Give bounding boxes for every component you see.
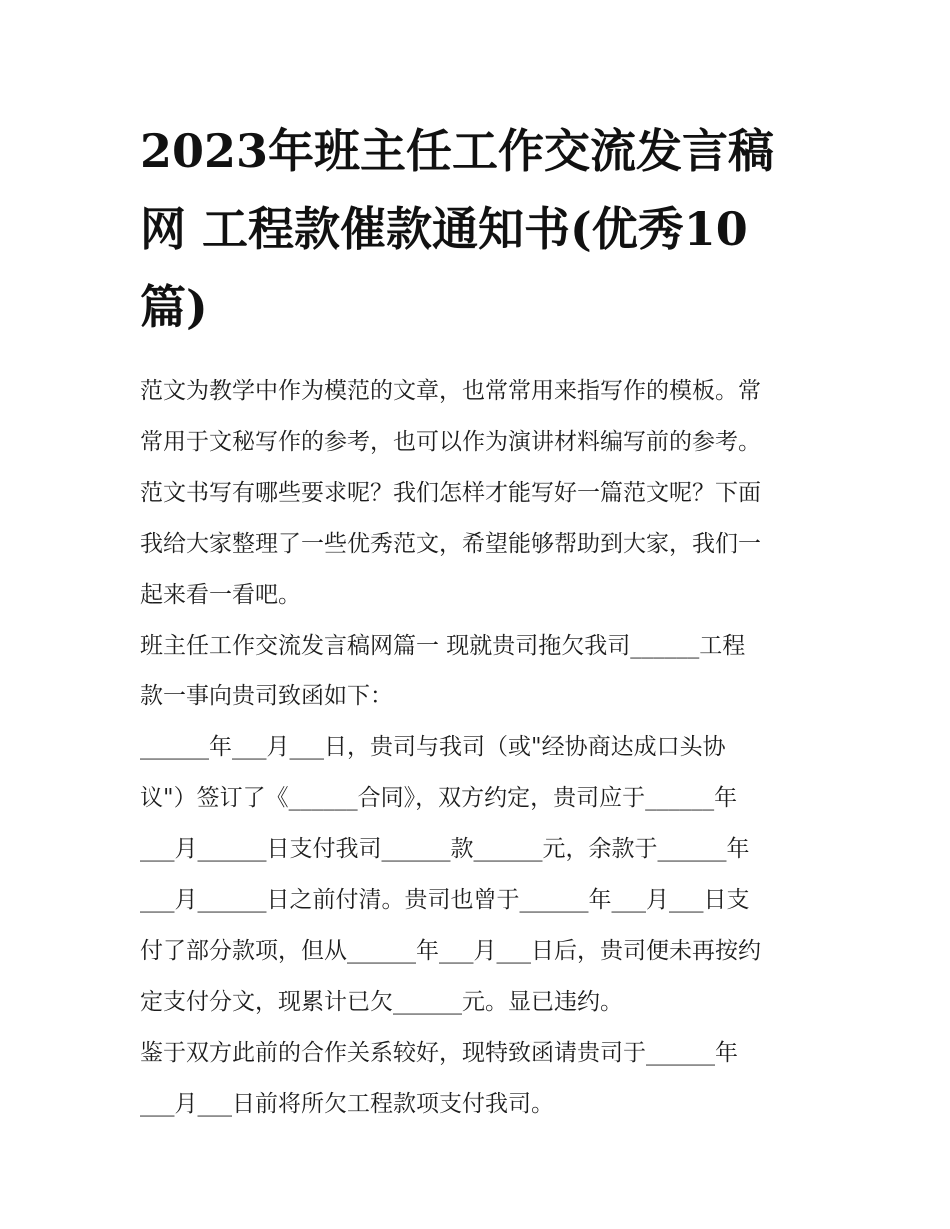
body-line: 议"）签订了《______合同》，双方约定，贵司应于______年 <box>140 785 738 812</box>
body-line: 常用于文秘写作的参考，也可以作为演讲材料编写前的参考。 <box>140 428 761 455</box>
body-line: 付了部分款项，但从______年___月___日后，贵司便未再按约 <box>140 937 761 964</box>
body-line: 我给大家整理了一些优秀范文，希望能够帮助到大家，我们一 <box>140 530 761 557</box>
body-line: ______年___月___日，贵司与我司（或"经协商达成口头协 <box>140 734 726 761</box>
body-line: 范文书写有哪些要求呢？我们怎样才能写好一篇范文呢？下面 <box>140 479 761 506</box>
body-line: ___月______日支付我司______款______元，余款于______年 <box>140 836 750 863</box>
document-title <box>140 112 820 346</box>
document-body <box>140 366 820 1130</box>
body-line: 定支付分文，现累计已欠______元。显已违约。 <box>140 988 623 1015</box>
body-line: 款一事向贵司致函如下： <box>140 683 393 710</box>
body-line: ___月___日前将所欠工程款项支付我司。 <box>140 1090 554 1117</box>
body-line: 班主任工作交流发言稿网篇一 现就贵司拖欠我司______工程 <box>140 632 746 659</box>
title-line: 2023年班主任工作交流发言稿 <box>140 124 775 178</box>
document-page <box>140 112 820 1130</box>
body-line: 鉴于双方此前的合作关系较好，现特致函请贵司于______年 <box>140 1039 738 1066</box>
title-line: 篇) <box>140 280 208 334</box>
body-line: ___月______日之前付清。贵司也曾于______年___月___日支 <box>140 887 750 914</box>
body-line: 范文为教学中作为模范的文章，也常常用来指写作的模板。常 <box>140 378 761 404</box>
body-line: 起来看一看吧。 <box>140 581 301 608</box>
title-line: 网 工程款催款通知书(优秀10 <box>140 202 748 256</box>
